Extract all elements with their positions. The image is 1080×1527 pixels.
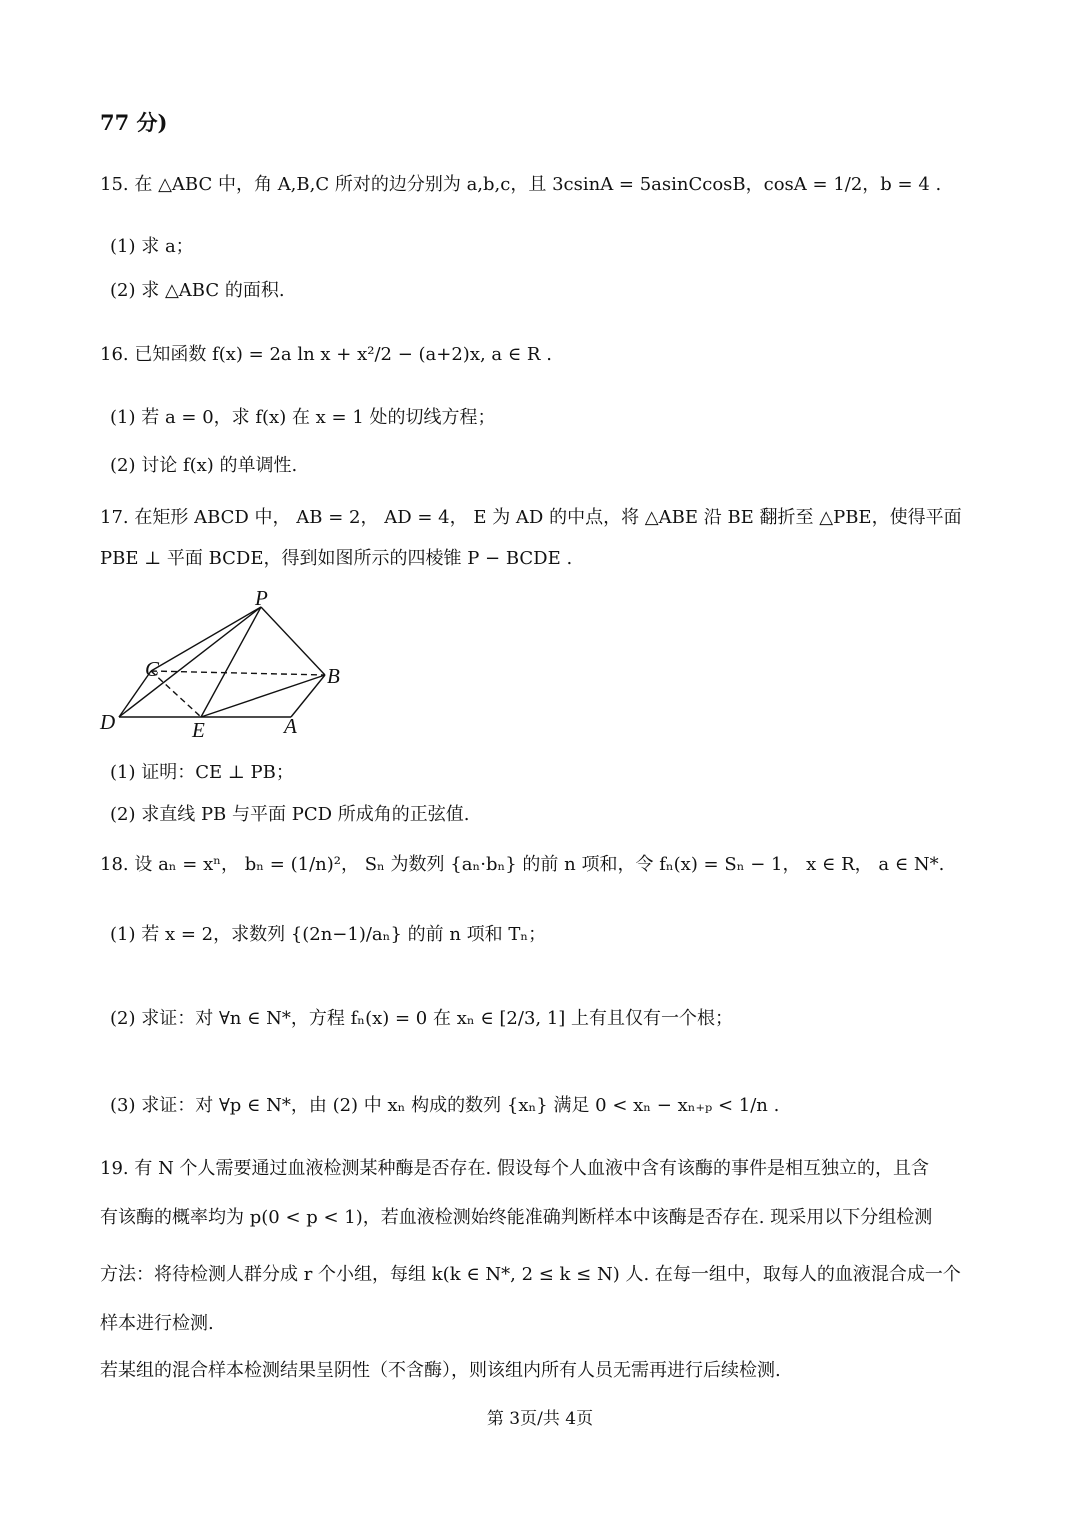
q18-part1: (1) 若 x = 2，求数列 {(2n−1)/aₙ} 的前 n 项和 Tₙ； (110, 924, 547, 945)
q19-line1: 19. 有 N 个人需要通过血液检测某种酶是否存在. 假设每个人血液中含有该酶的事件是相互独立的，且含 (100, 1158, 929, 1179)
q16-part1: (1) 若 a = 0，求 f(x) 在 x = 1 处的切线方程； (110, 407, 496, 428)
edge-eb (201, 675, 325, 717)
q18-stem: 18. 设 aₙ = xⁿ， bₙ = (1/n)²， Sₙ 为数列 {aₙ·bₙ} 的前 n 项和，令 fₙ(x) = Sₙ − 1， x ∈ R， a ∈ N*. (100, 854, 945, 875)
q15-part1: (1) 求 a； (110, 236, 194, 257)
pyramid-diagram (95, 585, 355, 745)
edge-pb (261, 607, 325, 675)
q17-stem-line2: PBE ⊥ 平面 BCDE，得到如图所示的四棱锥 P − BCDE . (100, 548, 573, 569)
label-e: E (192, 718, 205, 742)
page-footer: 第 3页/共 4页 (486, 1409, 594, 1429)
q19-line4: 样本进行检测. (100, 1313, 214, 1334)
q17-stem-line1: 17. 在矩形 ABCD 中， AB = 2， AD = 4， E 为 AD 的中点，将 △ABE 沿 BE 翻折至 △PBE，使得平面 (100, 507, 962, 528)
edge-pd (119, 607, 261, 717)
edge-pc (151, 607, 261, 671)
q15-part2: (2) 求 △ABC 的面积. (110, 280, 285, 301)
label-b: B (327, 664, 340, 688)
label-a: A (284, 714, 297, 738)
q16-part2: (2) 讨论 f(x) 的单调性. (110, 455, 298, 476)
score-header: 77 分) (100, 110, 168, 135)
q17-part1: (1) 证明：CE ⊥ PB； (110, 762, 294, 783)
q18-part2: (2) 求证：对 ∀n ∈ N*，方程 fₙ(x) = 0 在 xₙ ∈ [2/3, 1] 上有且仅有一个根； (110, 1008, 734, 1029)
q19-line5: 若某组的混合样本检测结果呈阴性（不含酶），则该组内所有人员无需再进行后续检测. (100, 1360, 781, 1381)
q17-part2: (2) 求直线 PB 与平面 PCD 所成角的正弦值. (110, 804, 470, 825)
label-p: P (255, 586, 268, 610)
label-c: C (145, 657, 160, 681)
edge-pe (201, 607, 261, 717)
label-d: D (100, 710, 116, 734)
q19-line3: 方法：将待检测人群分成 r 个小组，每组 k(k ∈ N*, 2 ≤ k ≤ N) 人. 在每一组中，取每人的血液混合成一个 (100, 1264, 961, 1285)
q19-line2: 有该酶的概率均为 p(0 < p < 1)，若血液检测始终能准确判断样本中该酶是否存在. 现采用以下分组检测 (100, 1207, 933, 1228)
q16-stem: 16. 已知函数 f(x) = 2a ln x + x²/2 − (a+2)x, a ∈ R . (100, 344, 552, 365)
pyramid-figure (95, 585, 355, 745)
q15-stem: 15. 在 △ABC 中，角 A,B,C 所对的边分别为 a,b,c，且 3csinA = 5asinCcosB，cosA = 1/2，b = 4 . (100, 174, 942, 195)
q18-part3: (3) 求证：对 ∀p ∈ N*，由 (2) 中 xₙ 构成的数列 {xₙ} 满足 0 < xₙ − xₙ₊ₚ < 1/n . (110, 1095, 780, 1116)
